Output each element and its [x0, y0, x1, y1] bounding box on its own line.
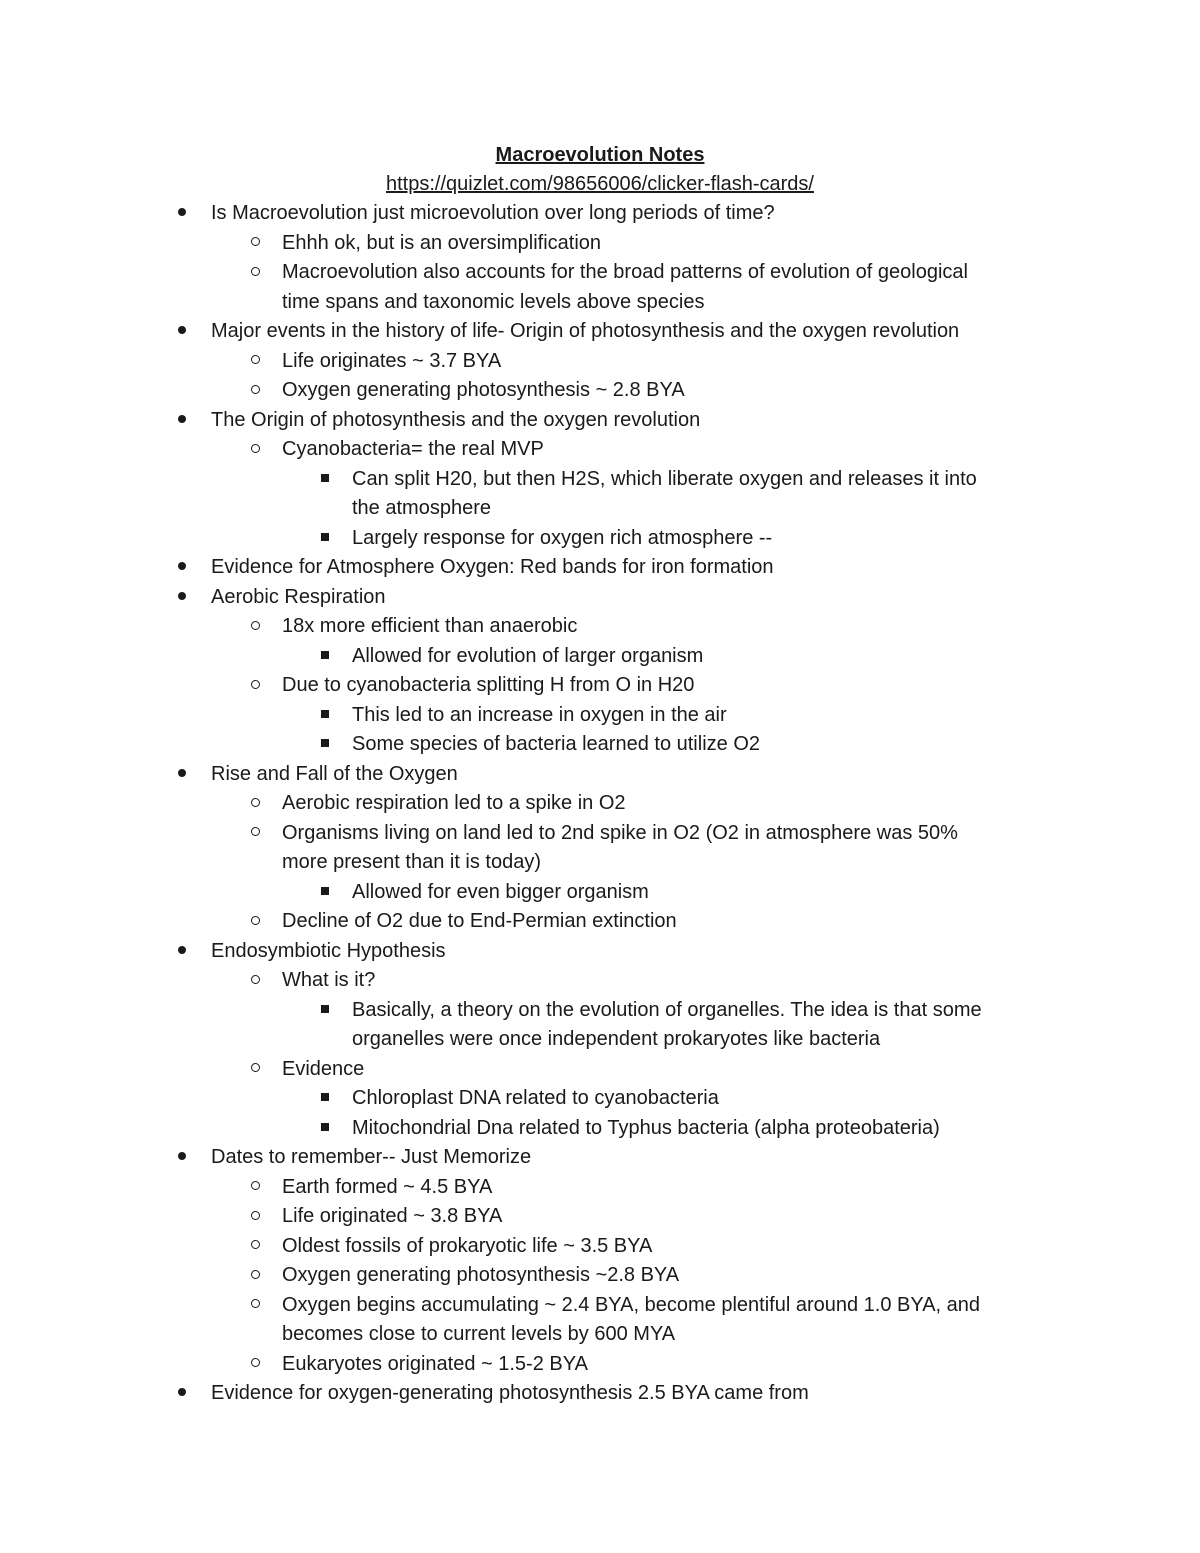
list-item-text: Oxygen generating photosynthesis ~2.8 BYA: [282, 1264, 680, 1286]
list-item-text: Dates to remember-- Just Memorize: [211, 1146, 532, 1168]
list-item-text: Some species of bacteria learned to utilize O2: [352, 733, 760, 755]
list-item: [0, 553, 1200, 583]
list-item-text: Earth formed ~ 4.5 BYA: [282, 1175, 493, 1198]
list-item: [0, 642, 1200, 672]
list-item: [0, 347, 1200, 377]
list-item-continuation: [0, 288, 1200, 318]
list-item-text: Macroevolution also accounts for the broad patterns of evolution of geological: [282, 261, 968, 283]
list-item-continuation: [0, 848, 1200, 878]
list-item-text: more present than it is today): [282, 851, 542, 873]
list-item: [0, 435, 1200, 465]
bullet-square-icon: [315, 524, 335, 554]
list-item-text: Cyanobacteria= the real MVP: [282, 438, 544, 460]
list-item-text: Oxygen begins accumulating ~ 2.4 BYA, become plentiful around 1.0 BYA, and: [282, 1293, 981, 1316]
list-item-text: Organisms living on land led to 2nd spike in O2 (O2 in atmosphere was 50%: [282, 821, 958, 844]
list-item: [0, 1202, 1200, 1232]
list-item: [0, 258, 1200, 288]
list-item-continuation: [0, 494, 1200, 524]
list-item: [0, 730, 1200, 760]
list-item-text: Basically, a theory on the evolution of organelles. The idea is that some: [352, 998, 982, 1021]
list-item: [0, 317, 1200, 347]
list-item-text: organelles were once independent prokaryotes like bacteria: [352, 1028, 881, 1050]
bullet-circle-icon: [245, 1202, 265, 1232]
bullet-square-icon: [315, 1084, 335, 1114]
bullet-circle-icon: [245, 1232, 265, 1262]
list-item-text: Evidence for Atmosphere Oxygen: Red bands for iron formation: [211, 556, 774, 578]
list-item: [0, 819, 1200, 849]
list-item: [0, 199, 1200, 229]
list-item-text: Decline of O2 due to End-Permian extinction: [282, 910, 677, 932]
list-item: [0, 1291, 1200, 1321]
list-item: [0, 701, 1200, 731]
list-item: [0, 996, 1200, 1026]
bullet-dot-icon: [172, 199, 192, 229]
bullet-circle-icon: [245, 612, 265, 642]
list-item: [0, 465, 1200, 495]
bullet-circle-icon: [245, 907, 265, 937]
list-item: [0, 612, 1200, 642]
list-item: [0, 1379, 1200, 1409]
list-item: [0, 1232, 1200, 1262]
bullet-circle-icon: [245, 347, 265, 377]
bullet-square-icon: [315, 878, 335, 908]
list-item-continuation: [0, 1025, 1200, 1055]
bullet-dot-icon: [172, 1143, 192, 1173]
list-item-text: Chloroplast DNA related to cyanobacteria: [352, 1087, 719, 1109]
list-item-text: becomes close to current levels by 600 MYA: [282, 1323, 676, 1345]
bullet-circle-icon: [245, 376, 265, 406]
bullet-circle-icon: [245, 966, 265, 996]
list-item-text: Life originates ~ 3.7 BYA: [282, 349, 502, 372]
bullet-dot-icon: [172, 553, 192, 583]
list-item-text: Mitochondrial Dna related to Typhus bacteria (alpha proteobateria): [352, 1116, 940, 1139]
bullet-circle-icon: [245, 1261, 265, 1291]
list-item: [0, 229, 1200, 259]
list-item-continuation: [0, 1320, 1200, 1350]
list-item: [0, 1173, 1200, 1203]
bullet-dot-icon: [172, 1379, 192, 1409]
list-item: [0, 406, 1200, 436]
list-item-text: Largely response for oxygen rich atmosphere --: [352, 526, 773, 549]
notes-list: [0, 199, 1200, 1409]
list-item: [0, 878, 1200, 908]
list-item: [0, 1114, 1200, 1144]
bullet-circle-icon: [245, 789, 265, 819]
bullet-circle-icon: [245, 229, 265, 259]
list-item-text: Aerobic respiration led to a spike in O2: [282, 792, 626, 814]
list-item: [0, 583, 1200, 613]
list-item: [0, 1350, 1200, 1380]
list-item-text: Life originated ~ 3.8 BYA: [282, 1205, 503, 1227]
list-item-text: Endosymbiotic Hypothesis: [211, 939, 446, 962]
list-item-text: Oxygen generating photosynthesis ~ 2.8 BYA: [282, 379, 685, 401]
bullet-circle-icon: [245, 671, 265, 701]
list-item-text: time spans and taxonomic levels above species: [282, 290, 705, 313]
bullet-circle-icon: [245, 819, 265, 849]
list-item: [0, 1143, 1200, 1173]
list-item-text: Ehhh ok, but is an oversimplification: [282, 231, 602, 254]
list-item: [0, 1084, 1200, 1114]
bullet-square-icon: [315, 1114, 335, 1144]
list-item-text: Allowed for even bigger organism: [352, 880, 649, 903]
list-item-text: Rise and Fall of the Oxygen: [211, 762, 458, 785]
bullet-dot-icon: [172, 406, 192, 436]
bullet-dot-icon: [172, 760, 192, 790]
list-item: [0, 789, 1200, 819]
list-item: [0, 524, 1200, 554]
list-item-text: Oldest fossils of prokaryotic life ~ 3.5 BYA: [282, 1234, 653, 1257]
bullet-square-icon: [315, 465, 335, 495]
bullet-square-icon: [315, 701, 335, 731]
bullet-circle-icon: [245, 1291, 265, 1321]
list-item: [0, 376, 1200, 406]
list-item-text: the atmosphere: [352, 497, 491, 519]
bullet-dot-icon: [172, 937, 192, 967]
bullet-dot-icon: [172, 583, 192, 613]
list-item-text: Aerobic Respiration: [211, 585, 386, 608]
page-title: Macroevolution Notes: [495, 144, 705, 166]
list-item: [0, 966, 1200, 996]
list-item: [0, 760, 1200, 790]
list-item-text: Evidence: [282, 1057, 365, 1080]
list-item-text: Eukaryotes originated ~ 1.5-2 BYA: [282, 1352, 588, 1375]
bullet-circle-icon: [245, 1173, 265, 1203]
list-item: [0, 907, 1200, 937]
quizlet-link[interactable]: https://quizlet.com/98656006/clicker-flash-cards/: [386, 173, 814, 195]
list-item-text: This led to an increase in oxygen in the air: [352, 703, 727, 726]
bullet-square-icon: [315, 996, 335, 1026]
list-item: [0, 1055, 1200, 1085]
bullet-circle-icon: [245, 435, 265, 465]
list-item-text: Evidence for oxygen-generating photosynthesis 2.5 BYA came from: [211, 1382, 809, 1404]
bullet-square-icon: [315, 730, 335, 760]
list-item: [0, 1261, 1200, 1291]
list-item-text: Is Macroevolution just microevolution over long periods of time?: [211, 202, 775, 224]
list-item-text: The Origin of photosynthesis and the oxygen revolution: [211, 408, 701, 431]
list-item-text: Allowed for evolution of larger organism: [352, 644, 704, 667]
bullet-dot-icon: [172, 317, 192, 347]
bullet-circle-icon: [245, 258, 265, 288]
bullet-circle-icon: [245, 1350, 265, 1380]
list-item-text: What is it?: [282, 969, 376, 991]
list-item-text: Major events in the history of life- Origin of photosynthesis and the oxygen revolution: [211, 320, 960, 342]
list-item-text: Can split H20, but then H2S, which liberate oxygen and releases it into: [352, 467, 977, 490]
list-item: [0, 671, 1200, 701]
list-item: [0, 937, 1200, 967]
list-item-text: Due to cyanobacteria splitting H from O in H20: [282, 674, 695, 696]
bullet-circle-icon: [245, 1055, 265, 1085]
list-item-text: 18x more efficient than anaerobic: [282, 615, 578, 637]
bullet-square-icon: [315, 642, 335, 672]
